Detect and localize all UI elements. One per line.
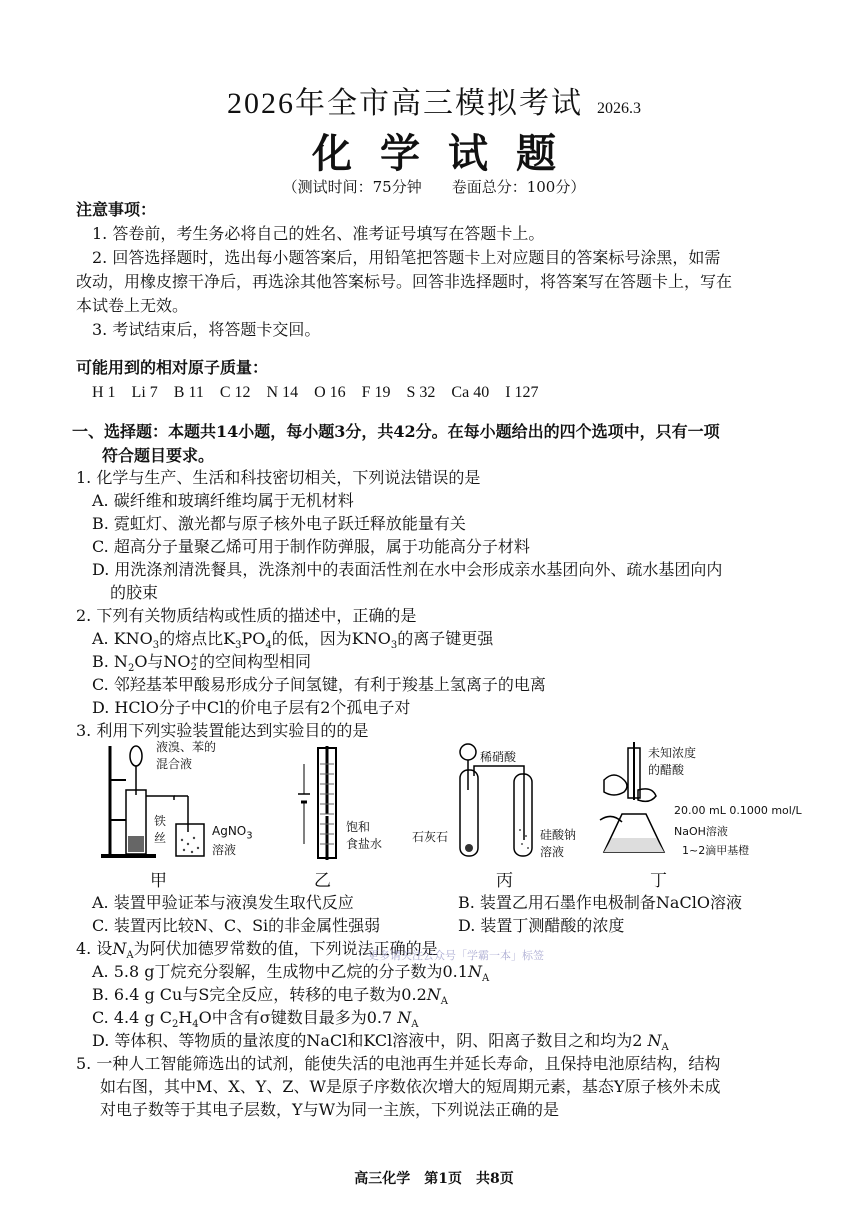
jia-reagent-label: 液溴、苯的 混合液 — [156, 740, 217, 771]
q5-line-1: 5. 一种人工智能筛选出的试剂，能使失活的电池再生并延长寿命，且保持电池原结构，结构 — [76, 1054, 721, 1073]
caption-bing: 丙 — [496, 871, 513, 891]
caption-yi: 乙 — [314, 871, 331, 891]
q4-option-a: A. 5.8 g丁烷充分裂解，生成物中乙烷的分子数为$0.1N_A$ — [92, 962, 490, 985]
q2-option-a: A. $KNO_3$的熔点比$K_3PO_4$的低，因为$KNO_3$的离子键更强 — [92, 629, 494, 652]
caption-jia: 甲 — [150, 871, 167, 891]
notice-item-2a: 2. 回答选择题时，选出每小题答案后，用铅笔把答题卡上对应题目的答案标号涂黑，如需 — [92, 248, 721, 267]
q3-option-b: B. 装置乙用石墨作电极制备NaClO溶液 — [458, 893, 742, 912]
notice-item-1: 1. 答卷前，考生务必将自己的姓名、准考证号填写在答题卡上。 — [92, 224, 545, 243]
exam-title-text: 2026年全市高三模拟考试 — [227, 87, 583, 120]
jia-iron-label: 铁 丝 — [154, 814, 167, 845]
q1-option-a: A. 碳纤维和玻璃纤维均属于无机材料 — [92, 491, 354, 510]
caption-ding: 丁 — [650, 871, 667, 891]
bing-limestone-label: 石灰石 — [412, 830, 449, 844]
q4-option-c: C. 4.4 g $C_2H_4O$中含有σ键数目最多为0.7 $N_A$ — [92, 1008, 419, 1031]
bing-acid-label: 稀硝酸 — [480, 750, 517, 764]
ding-naoh-amount-label: 20.00 mL 0.1000 mol/L — [674, 804, 802, 817]
q2-option-b: B. $N_2O$与NO + 2 的空间构型相同 — [92, 652, 311, 675]
q1-option-d-line2: 的胶束 — [110, 583, 159, 602]
watermark: 更多请关注公众号「学霸一本」标签 — [368, 949, 544, 962]
section-heading-b: 符合题目要求。 — [102, 446, 215, 465]
q3-option-a: A. 装置甲验证苯与液溴发生取代反应 — [92, 893, 354, 912]
q1-option-c: C. 超高分子量聚乙烯可用于制作防弹服，属于功能高分子材料 — [92, 537, 530, 556]
q3-option-c: C. 装置丙比较N、C、Si的非金属性强弱 — [92, 916, 381, 935]
exam-meta: （测试时间：75分钟 卷面总分：100分） — [282, 178, 586, 196]
exam-date: 2026.3 — [597, 100, 641, 117]
jia-agno3-label: AgNO$_3$ 溶液 — [212, 824, 253, 858]
q5-line-3: 对电子数等于其电子层数，Y与W为同一主族，下列说法正确的是 — [100, 1100, 560, 1119]
q2-stem: 2. 下列有关物质结构或性质的描述中，正确的是 — [76, 606, 417, 625]
q4-option-d: D. 等体积、等物质的量浓度的NaCl和KCl溶液中，阴、阳离子数目之和均为2 $N_A$ — [92, 1031, 669, 1054]
q2-option-c: C. 邻羟基苯甲酸易形成分子间氢键，有利于羧基上氢离子的电离 — [92, 675, 546, 694]
notice-item-2b: 改动，用橡皮擦干净后，再选涂其他答案标号。回答非选择题时，将答案写在答题卡上，写在 — [76, 272, 733, 291]
section-heading-a: 一、选择题：本题共14小题，每小题3分，共42分。在每小题给出的四个选项中，只有一项 — [72, 422, 720, 441]
subject-title: 化学试题 — [312, 130, 584, 177]
exam-title — [0, 78, 868, 122]
atomic-mass-heading: 可能用到的相对原子质量： — [76, 358, 269, 377]
notice-heading: 注意事项： — [76, 200, 157, 219]
yi-brine-label: 饱和 食盐水 — [346, 820, 383, 851]
q5-line-2: 如右图，其中M、X、Y、Z、W是原子序数依次增大的短周期元素，基态Y原子核外未成 — [100, 1077, 721, 1096]
page-footer: 高三化学 第1页 共8页 — [354, 1171, 514, 1187]
q1-option-d-line1: D. 用洗涤剂清洗餐具，洗涤剂中的表面活性剂在水中会形成亲水基团向外、疏水基团向内 — [92, 560, 723, 579]
q2-option-d: D. HClO分子中Cl的价电子层有2个孤电子对 — [92, 698, 411, 717]
ding-naoh-label: NaOH溶液 — [674, 825, 728, 838]
q1-option-b: B. 霓虹灯、激光都与原子核外电子跃迁释放能量有关 — [92, 514, 466, 533]
ding-indicator-label: 1~2滴甲基橙 — [682, 844, 750, 857]
ding-acid-label: 未知浓度 的醋酸 — [648, 746, 697, 777]
q3-stem: 3. 利用下列实验装置能达到实验目的的是 — [76, 721, 369, 740]
q4-option-b: B. 6.4 g Cu与S完全反应，转移的电子数为$0.2N_A$ — [92, 985, 448, 1008]
bing-silicate-label: 硅酸钠 溶液 — [540, 828, 577, 859]
notice-item-3: 3. 考试结束后，将答题卡交回。 — [92, 320, 321, 339]
atomic-mass-values: H 1 Li 7 B 11 C 12 N 14 O 16 F 19 S 32 Ca 40 I 127 — [92, 384, 539, 401]
q3-option-d: D. 装置丁测醋酸的浓度 — [458, 916, 625, 935]
notice-item-2c: 本试卷上无效。 — [76, 296, 189, 315]
q1-stem: 1. 化学与生产、生活和科技密切相关，下列说法错误的是 — [76, 468, 481, 487]
q4-stem: 4. 设$N_A$为阿伏加德罗常数的值，下列说法正确的是 — [76, 939, 438, 962]
